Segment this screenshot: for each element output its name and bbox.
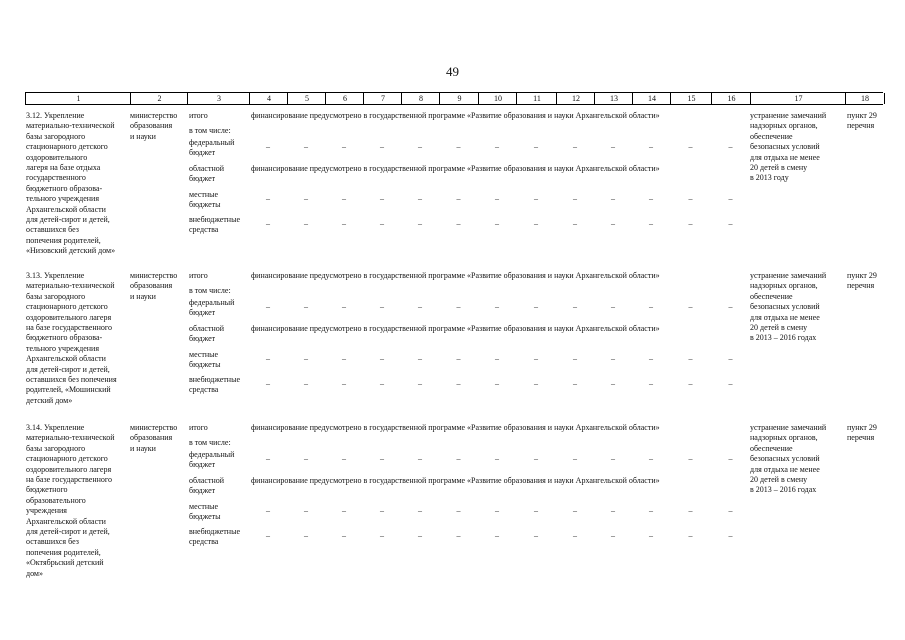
financing-note: финансирование предусмотрено в государственной программе «Развитие образования и науки Архангельской области» — [251, 271, 660, 280]
funding-source-line: в том числе: — [189, 126, 231, 135]
empty-value-dash: – — [380, 219, 384, 228]
empty-value-dash: – — [649, 142, 653, 151]
empty-value-dash: – — [304, 354, 308, 363]
expected-result-line: устранение замечаний — [750, 111, 827, 120]
empty-value-dash: – — [534, 454, 538, 463]
empty-value-dash: – — [611, 302, 615, 311]
empty-value-dash: – — [649, 454, 653, 463]
empty-value-dash: – — [728, 302, 733, 311]
empty-value-dash: – — [304, 302, 308, 311]
measure-name-line: базы загородного — [26, 291, 86, 301]
funding-source-line: местные — [189, 190, 219, 199]
measure-name-line: «Октябрьский детский — [26, 558, 104, 568]
empty-value-dash: – — [495, 194, 499, 203]
executor-line: министерство — [130, 271, 178, 280]
empty-value-dash: – — [456, 302, 461, 311]
header-col-4: 4 — [249, 93, 288, 104]
empty-value-dash: – — [342, 379, 346, 388]
empty-value-dash: – — [456, 379, 461, 388]
financing-note: финансирование предусмотрено в государственной программе «Развитие образования и науки Архангельской области» — [251, 164, 660, 173]
empty-value-dash: – — [611, 354, 615, 363]
empty-value-dash: – — [304, 454, 308, 463]
empty-value-dash: – — [304, 506, 308, 515]
header-col-13: 13 — [594, 93, 633, 104]
expected-result-line: обеспечение — [750, 443, 793, 453]
empty-value-dash: – — [534, 142, 538, 151]
measure-name-line: материально-технической — [26, 281, 115, 291]
empty-value-dash: – — [611, 454, 615, 463]
measure-name-line: на базе государственного — [26, 475, 112, 484]
measure-name-line: стационарного детского — [26, 454, 108, 464]
measure-name-line: материально-технической — [26, 433, 115, 443]
measure-name-line: стационарного детского — [26, 142, 108, 152]
executor-line: образования — [130, 433, 173, 443]
empty-value-dash: – — [266, 219, 270, 228]
empty-value-dash: – — [495, 142, 499, 151]
funding-source-line: федеральный — [189, 138, 235, 147]
expected-result-line: безопасных условий — [750, 142, 820, 152]
header-col-18: 18 — [845, 93, 885, 104]
empty-value-dash: – — [611, 531, 615, 540]
funding-source-line: областной — [189, 476, 225, 485]
financing-note: финансирование предусмотрено в государственной программе «Развитие образования и науки Архангельской области» — [251, 324, 660, 333]
executor-line: и науки — [130, 291, 156, 301]
empty-value-dash: – — [534, 506, 538, 515]
empty-value-dash: – — [342, 302, 346, 311]
empty-value-dash: – — [688, 194, 693, 203]
funding-source-line: итого — [189, 271, 208, 280]
header-col-11: 11 — [516, 93, 557, 104]
empty-value-dash: – — [728, 354, 733, 363]
empty-value-dash: – — [418, 142, 422, 151]
empty-value-dash: – — [342, 142, 346, 151]
empty-value-dash: – — [304, 379, 308, 388]
measure-name-line: бюджетного образова- — [26, 183, 103, 193]
expected-result-line: в 2013 – 2016 годах — [750, 333, 817, 343]
empty-value-dash: – — [649, 354, 653, 363]
empty-value-dash: – — [573, 531, 577, 540]
empty-value-dash: – — [380, 194, 384, 203]
empty-value-dash: – — [380, 379, 384, 388]
empty-value-dash: – — [418, 454, 422, 463]
empty-value-dash: – — [728, 219, 733, 228]
header-col-10: 10 — [478, 93, 517, 104]
empty-value-dash: – — [611, 194, 615, 203]
measure-name-line: оздоровительного — [26, 152, 88, 162]
expected-result-line: для отдыха не менее — [750, 312, 820, 322]
empty-value-dash: – — [418, 194, 422, 203]
measure-name-line: государственного — [26, 173, 86, 183]
empty-value-dash: – — [728, 454, 733, 463]
empty-value-dash: – — [649, 531, 653, 540]
empty-value-dash: – — [418, 354, 422, 363]
funding-source-line: федеральный — [189, 450, 235, 459]
expected-result-line: устранение замечаний — [750, 271, 827, 280]
empty-value-dash: – — [304, 219, 308, 228]
empty-value-dash: – — [380, 142, 384, 151]
empty-value-dash: – — [418, 302, 422, 311]
measure-name-line: оздоровительного лагеря — [26, 464, 112, 474]
funding-source-line: местные — [189, 350, 219, 359]
basis-line: перечня — [847, 281, 875, 291]
header-col-5: 5 — [287, 93, 326, 104]
empty-value-dash: – — [380, 531, 384, 540]
empty-value-dash: – — [495, 219, 499, 228]
measure-name-line: оздоровительного лагеря — [26, 312, 112, 322]
funding-source-line: итого — [189, 111, 208, 120]
executor-line: и науки — [130, 131, 156, 141]
funding-source-line: бюджет — [189, 486, 216, 496]
measure-name-line: лагеря на базе отдыха — [26, 163, 101, 172]
empty-value-dash: – — [534, 302, 538, 311]
header-col-1: 1 — [25, 93, 131, 104]
empty-value-dash: – — [688, 354, 693, 363]
expected-result-line: обеспечение — [750, 131, 793, 141]
measure-name-line: попечения родителей, — [26, 547, 101, 557]
funding-source-line: внебюджетные — [189, 527, 240, 536]
header-col-9: 9 — [439, 93, 479, 104]
basis-line: перечня — [847, 433, 875, 443]
funding-source-line: бюджет — [189, 334, 216, 344]
empty-value-dash: – — [573, 302, 577, 311]
funding-source-line: бюджеты — [189, 512, 221, 522]
empty-value-dash: – — [266, 454, 270, 463]
measure-name-line: для детей-сирот и детей, — [26, 364, 110, 374]
empty-value-dash: – — [380, 454, 384, 463]
funding-source-line: средства — [189, 385, 219, 395]
empty-value-dash: – — [534, 194, 538, 203]
empty-value-dash: – — [304, 142, 308, 151]
header-col-3: 3 — [187, 93, 250, 104]
measure-name-line: оставшихся без — [26, 225, 79, 235]
empty-value-dash: – — [266, 379, 270, 388]
expected-result-line: для отдыха не менее — [750, 464, 820, 474]
empty-value-dash: – — [495, 354, 499, 363]
empty-value-dash: – — [266, 531, 270, 540]
funding-source-line: итого — [189, 423, 208, 432]
empty-value-dash: – — [534, 219, 538, 228]
empty-value-dash: – — [649, 506, 653, 515]
empty-value-dash: – — [688, 142, 693, 151]
header-col-8: 8 — [401, 93, 440, 104]
empty-value-dash: – — [266, 194, 270, 203]
empty-value-dash: – — [573, 506, 577, 515]
empty-value-dash: – — [266, 354, 270, 363]
empty-value-dash: – — [456, 142, 461, 151]
empty-value-dash: – — [728, 142, 733, 151]
empty-value-dash: – — [649, 194, 653, 203]
empty-value-dash: – — [456, 194, 461, 203]
measure-name-line: материально-технической — [26, 121, 115, 131]
funding-source-line: бюджет — [189, 174, 216, 184]
measure-name-line: оставшихся без попечения — [26, 375, 117, 384]
measure-name-line: образовательного — [26, 495, 86, 505]
expected-result-line: надзорных органов, — [750, 281, 818, 291]
measure-name-line: учреждения — [26, 506, 67, 516]
empty-value-dash: – — [266, 142, 270, 151]
measure-name-line: 3.14. Укрепление — [26, 423, 85, 432]
empty-value-dash: – — [611, 219, 615, 228]
executor-line: образования — [130, 281, 173, 291]
empty-value-dash: – — [418, 531, 422, 540]
empty-value-dash: – — [573, 219, 577, 228]
empty-value-dash: – — [418, 506, 422, 515]
empty-value-dash: – — [495, 506, 499, 515]
empty-value-dash: – — [380, 506, 384, 515]
empty-value-dash: – — [573, 354, 577, 363]
empty-value-dash: – — [688, 454, 693, 463]
measure-name-line: тельного учреждения — [26, 343, 100, 353]
funding-source-line: областной — [189, 324, 225, 333]
header-col-17: 17 — [750, 93, 846, 104]
expected-result-line: безопасных условий — [750, 302, 820, 312]
measure-name-line: для детей-сирот и детей, — [26, 527, 110, 536]
page-number: 49 — [446, 64, 459, 79]
executor-line: министерство — [130, 111, 178, 120]
measure-name-line: базы загородного — [26, 131, 86, 141]
measure-name-line: базы загородного — [26, 443, 86, 453]
measure-name-line: Архангельской области — [26, 204, 106, 214]
funding-source-line: бюджет — [189, 148, 216, 158]
expected-result-line: в 2013 году — [750, 173, 789, 183]
basis-line: пункт 29 — [847, 423, 877, 432]
empty-value-dash: – — [380, 302, 384, 311]
measure-name-line: для детей-сирот и детей, — [26, 215, 110, 224]
empty-value-dash: – — [266, 302, 270, 311]
empty-value-dash: – — [573, 454, 577, 463]
empty-value-dash: – — [266, 506, 270, 515]
funding-source-line: бюджет — [189, 460, 216, 470]
funding-source-line: бюджеты — [189, 200, 221, 210]
measure-name-line: Архангельской области — [26, 354, 106, 364]
expected-result-line: надзорных органов, — [750, 433, 818, 443]
empty-value-dash: – — [456, 506, 461, 515]
column-number-header — [25, 92, 883, 105]
measure-name-line: дом» — [26, 568, 43, 578]
empty-value-dash: – — [649, 219, 653, 228]
empty-value-dash: – — [418, 379, 422, 388]
empty-value-dash: – — [342, 506, 346, 515]
measure-name-line: бюджетного образова- — [26, 333, 103, 343]
empty-value-dash: – — [342, 531, 346, 540]
funding-source-line: средства — [189, 225, 219, 235]
header-col-12: 12 — [556, 93, 595, 104]
funding-source-line: в том числе: — [189, 438, 231, 447]
empty-value-dash: – — [456, 354, 461, 363]
empty-value-dash: – — [573, 379, 577, 388]
funding-source-line: местные — [189, 502, 219, 511]
empty-value-dash: – — [573, 194, 577, 203]
measure-name-line: оставшихся без — [26, 537, 79, 547]
empty-value-dash: – — [688, 219, 693, 228]
empty-value-dash: – — [456, 454, 461, 463]
basis-line: перечня — [847, 121, 875, 131]
empty-value-dash: – — [728, 194, 733, 203]
empty-value-dash: – — [688, 379, 693, 388]
funding-source-line: бюджеты — [189, 360, 221, 370]
empty-value-dash: – — [611, 506, 615, 515]
empty-value-dash: – — [728, 379, 733, 388]
funding-source-line: федеральный — [189, 298, 235, 307]
header-col-2: 2 — [130, 93, 188, 104]
funding-source-line: внебюджетные — [189, 375, 240, 384]
funding-source-line: средства — [189, 537, 219, 547]
financing-note: финансирование предусмотрено в государственной программе «Развитие образования и науки Архангельской области» — [251, 423, 660, 432]
financing-note: финансирование предусмотрено в государственной программе «Развитие образования и науки Архангельской области» — [251, 111, 660, 120]
empty-value-dash: – — [688, 302, 693, 311]
executor-line: образования — [130, 121, 173, 131]
empty-value-dash: – — [342, 219, 346, 228]
basis-line: пункт 29 — [847, 271, 877, 280]
header-col-14: 14 — [632, 93, 671, 104]
empty-value-dash: – — [611, 142, 615, 151]
empty-value-dash: – — [649, 379, 653, 388]
measure-name-line: детский дом» — [26, 395, 73, 405]
funding-source-line: областной — [189, 164, 225, 173]
empty-value-dash: – — [534, 531, 538, 540]
expected-result-line: для отдыха не менее — [750, 152, 820, 162]
empty-value-dash: – — [304, 194, 308, 203]
funding-source-line: бюджет — [189, 308, 216, 318]
empty-value-dash: – — [688, 531, 693, 540]
funding-source-line: внебюджетные — [189, 215, 240, 224]
measure-name-line: попечения родителей, — [26, 235, 101, 245]
empty-value-dash: – — [304, 531, 308, 540]
empty-value-dash: – — [495, 379, 499, 388]
empty-value-dash: – — [534, 379, 538, 388]
measure-name-line: стационарного детского — [26, 302, 108, 312]
header-col-15: 15 — [670, 93, 712, 104]
header-col-7: 7 — [363, 93, 402, 104]
expected-result-line: 20 детей в смену — [750, 475, 808, 484]
expected-result-line: надзорных органов, — [750, 121, 818, 131]
expected-result-line: в 2013 – 2016 годах — [750, 485, 817, 495]
executor-line: министерство — [130, 423, 178, 432]
measure-name-line: тельного учреждения — [26, 194, 100, 204]
expected-result-line: 20 детей в смену — [750, 323, 808, 332]
empty-value-dash: – — [456, 219, 461, 228]
empty-value-dash: – — [342, 454, 346, 463]
funding-source-line: в том числе: — [189, 286, 231, 295]
financing-note: финансирование предусмотрено в государственной программе «Развитие образования и науки Архангельской области» — [251, 476, 660, 485]
measure-name-line: Архангельской области — [26, 516, 106, 526]
empty-value-dash: – — [342, 354, 346, 363]
measure-name-line: «Низовский детский дом» — [26, 246, 116, 256]
empty-value-dash: – — [728, 506, 733, 515]
empty-value-dash: – — [534, 354, 538, 363]
empty-value-dash: – — [611, 379, 615, 388]
empty-value-dash: – — [573, 142, 577, 151]
empty-value-dash: – — [342, 194, 346, 203]
expected-result-line: безопасных условий — [750, 454, 820, 464]
expected-result-line: обеспечение — [750, 291, 793, 301]
header-col-16: 16 — [711, 93, 751, 104]
expected-result-line: устранение замечаний — [750, 423, 827, 432]
measure-name-line: родителей, «Мошинский — [26, 385, 111, 395]
empty-value-dash: – — [495, 531, 499, 540]
empty-value-dash: – — [495, 302, 499, 311]
empty-value-dash: – — [688, 506, 693, 515]
measure-name-line: 3.12. Укрепление — [26, 111, 85, 120]
measure-name-line: на базе государственного — [26, 323, 112, 332]
basis-line: пункт 29 — [847, 111, 877, 120]
header-col-6: 6 — [325, 93, 364, 104]
empty-value-dash: – — [495, 454, 499, 463]
expected-result-line: 20 детей в смену — [750, 163, 808, 172]
empty-value-dash: – — [380, 354, 384, 363]
empty-value-dash: – — [456, 531, 461, 540]
empty-value-dash: – — [649, 302, 653, 311]
executor-line: и науки — [130, 443, 156, 453]
empty-value-dash: – — [418, 219, 422, 228]
measure-name-line: бюджетного — [26, 485, 68, 495]
empty-value-dash: – — [728, 531, 733, 540]
measure-name-line: 3.13. Укрепление — [26, 271, 85, 280]
